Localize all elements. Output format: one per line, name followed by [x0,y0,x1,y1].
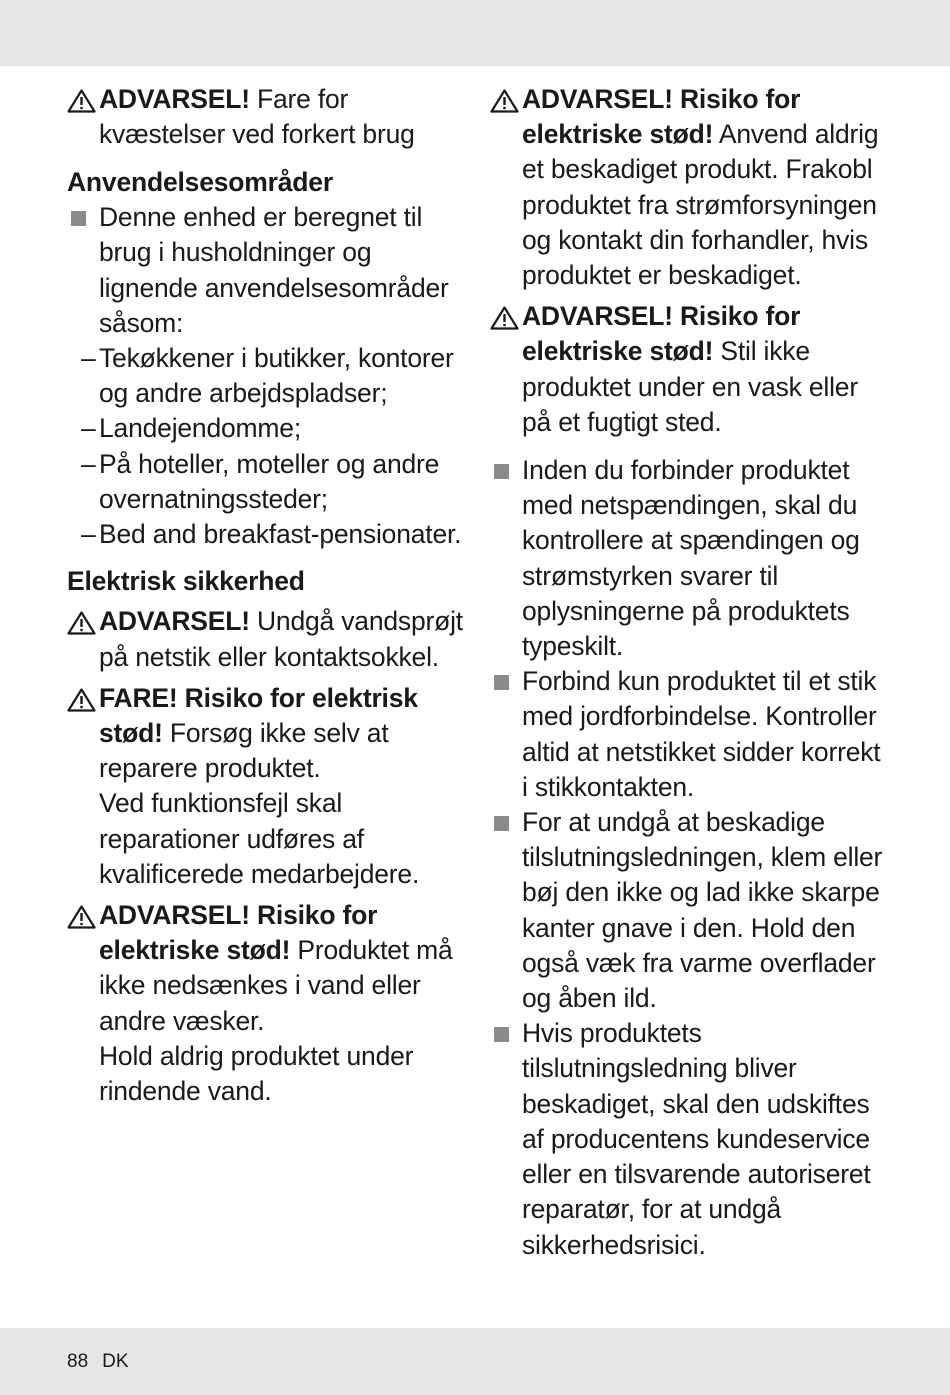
warning-label: ADVARSEL! Risiko for elektriske stød! [99,900,378,966]
warning-text: Produktet må ikke nedsænkes i vand eller andre væsker. [99,935,453,1036]
dash-list-item: – Landejendomme; [41,411,467,446]
warning-triangle-icon [490,306,519,330]
header-band [0,0,950,66]
warning-triangle-icon [67,89,96,113]
warning-damaged-product [490,82,890,293]
warning-triangle-icon [490,89,519,113]
warning-text: Stil ikke produktet under en vask eller på et fugtigt sted. [522,336,858,437]
warning-triangle-icon [67,688,96,712]
danger-text: Forsøg ikke selv at reparere produktet. [99,718,389,784]
warning-immersion [67,898,467,1109]
warning-water-spray [67,604,467,674]
list-item: For at undgå at beskadige tilslutningsledningen, klem eller bøj den ikke og lad ikke skarpe kanter gnave i den. Hold den også væk fra varme overflader og åben ild. [490,805,890,1016]
danger-electric-shock [67,681,467,892]
list-item: Hvis produktets tilslutningsledning bliver beskadiget, skal den udskiftes af producentens kundeservice eller en tilsvarende autoriseret reparatør, for at undgå sikkerhedsrisici. [490,1016,890,1262]
list-item: Forbind kun produktet til et stik med jordforbindelse. Kontroller altid at netstikket sidder korrekt i stikkontakten. [490,664,890,805]
dash-list-item: – Bed and breakfast-pensionater. [41,517,467,552]
danger-text-continued: Ved funktionsfejl skal reparationer udføres af kvalificerede medarbejdere. [99,788,420,889]
warning-label: ADVARSEL! [99,606,250,637]
warning-label: ADVARSEL! [99,84,250,114]
danger-label: FARE! Risiko for elektrisk stød! [99,682,418,749]
page-footer [67,1350,143,1374]
warning-text: Undgå vandsprøjt på netstik eller kontaktsokkel. [99,606,463,672]
warning-triangle-icon [67,611,96,635]
warning-text: Fare for kvæstelser ved forkert brug [99,84,415,150]
right-column [490,82,890,1263]
list-item: Inden du forbinder produktet med netspændingen, skal du kontrollere at spændingen og strømstyrken svarer til oplysningerne på produktets typeskilt. [490,453,890,664]
page-number: 88 [67,1351,89,1372]
list-item: Denne enhed er beregnet til brug i husholdninger og lignende anvendelsesområder såsom: [67,200,467,341]
dash-marker: – [81,448,96,479]
square-bullet-icon [494,464,509,479]
warning-triangle-icon [67,905,96,929]
section-heading-electrical: Elektrisk sikkerhed [67,566,305,597]
square-bullet-icon [494,816,509,831]
section-heading-usage: Anvendelsesområder [67,167,333,197]
language-code: DK [102,1351,129,1372]
square-bullet-icon [494,675,509,690]
warning-label: ADVARSEL! Risiko for elektriske stød! [522,301,801,367]
dash-list-item: – På hoteller, moteller og andre overnatningssteder; [81,448,440,514]
dash-marker: – [81,519,96,550]
dash-marker: – [81,413,96,444]
square-bullet-icon [71,211,86,226]
warning-text: Anvend aldrig et beskadiget produkt. Frakobl produktet fra strømforsyningen og kontakt din forhandler, hvis produktet er beskadiget. [522,119,879,291]
warning-text-continued: Hold aldrig produktet under rindende vand. [99,1040,414,1107]
left-column [67,82,467,1109]
warning-label: ADVARSEL! Risiko for elektriske stød! [522,84,801,150]
square-bullet-icon [494,1027,509,1042]
dash-marker: – [81,343,96,374]
dash-list-item: – Tekøkkener i butikker, kontorer og andre arbejdspladser; [81,343,454,409]
warning-sink [490,299,890,440]
warning-misuse [67,82,467,152]
